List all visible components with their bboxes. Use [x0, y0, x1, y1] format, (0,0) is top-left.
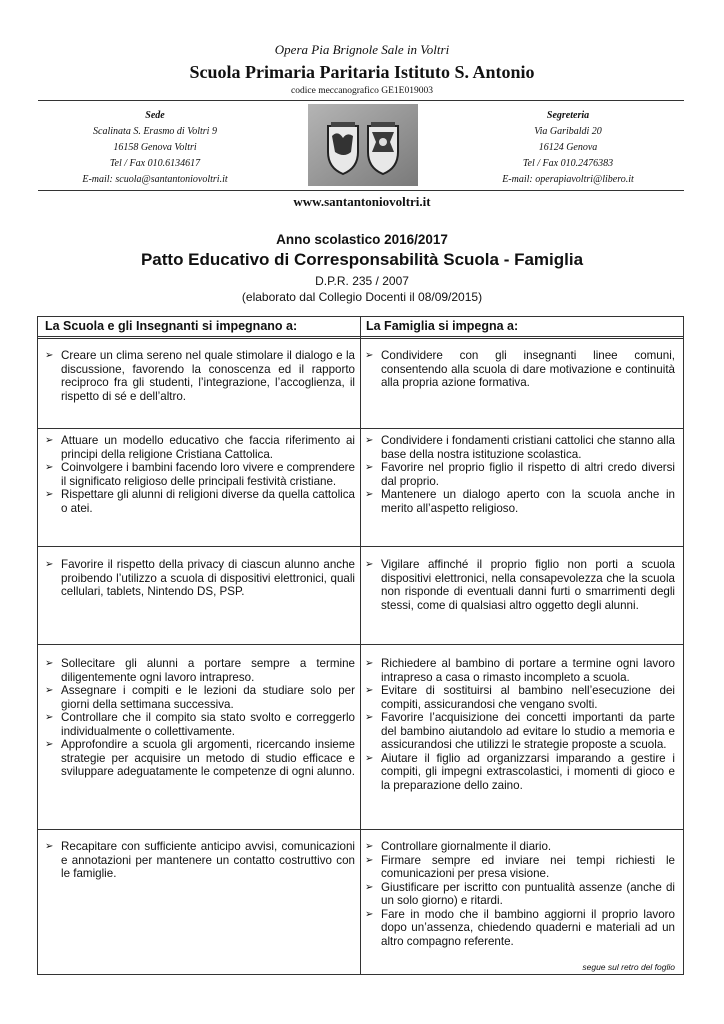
arrow-bullet-icon: ➢: [365, 841, 374, 852]
list-item: ➢ Approfondire a scuola gli argomenti, ricercando insieme strategie per acquisire un metodo di studio efficace e sviluppare adeguatamente le competenze di ogni alunno.: [45, 738, 355, 778]
decree-reference: D.P.R. 235 / 2007: [315, 274, 409, 288]
list-item: ➢ Controllare che il compito sia stato svolto e correggerlo individualmente o collettivamente.: [45, 711, 355, 738]
list-item: ➢ Fare in modo che il bambino aggiorni il proprio lavoro dopo un’assenza, chiedendo quaderni e materiali ad un altro compagno referente.: [365, 907, 675, 948]
row-divider: [38, 644, 683, 645]
family-column-header: La Famiglia si impegna a:: [366, 319, 519, 333]
segreteria-title: Segreteria: [546, 110, 590, 121]
sede-line: 16158 Genova Voltri: [113, 142, 197, 153]
header-divider-bottom: [38, 190, 684, 191]
school-code: codice meccanografico GE1E019003: [291, 86, 433, 96]
family-commitments-row-3: [365, 558, 675, 612]
elaboration-note: (elaborato dal Collegio Docenti il 08/09/2015): [241, 290, 483, 304]
arrow-bullet-icon: ➢: [45, 841, 54, 852]
school-commitments-row-2: [45, 434, 355, 515]
list-item: ➢ Favorire l’acquisizione dei concetti importanti da parte del bambino aiutandolo ad evitare lo studio a memoria e assicurandosi che utilizzi le strategie proposte a scuola.: [365, 711, 675, 751]
organization-name: Opera Pia Brignole Sale in Voltri: [274, 42, 450, 57]
family-commitments-row-5: [365, 840, 675, 948]
segreteria-address-block: [468, 108, 668, 188]
school-name: Scuola Primaria Paritaria Istituto S. Antonio: [189, 62, 535, 82]
list-item: ➢ Condividere con gli insegnanti linee comuni, consentendo alla scuola di dare motivazione e continuità alla propria azione formativa.: [365, 349, 675, 389]
column-divider: [360, 317, 361, 974]
coat-of-arms-logo: [308, 104, 418, 186]
pact-table: [37, 316, 684, 975]
list-item: ➢ Evitare di sostituirsi al bambino nell’esecuzione dei compiti, assicurandosi che vengano svolti.: [365, 684, 675, 711]
list-item: ➢ Favorire il rispetto della privacy di ciascun alunno anche proibendo l’utilizzo a scuola di dispositivi elettronici, quali cellulari, tablets, Nintendo DS, PSP.: [45, 558, 355, 598]
document-title: Patto Educativo di Corresponsabilità Scuola - Famiglia: [140, 250, 584, 269]
school-commitments-row-3: [45, 558, 355, 599]
school-commitments-row-1: [45, 349, 355, 403]
list-item: ➢ Richiedere al bambino di portare a termine ogni lavoro intrapreso a casa o rimasto incompleto a scuola.: [365, 657, 675, 684]
segreteria-line: Tel / Fax 010.2476383: [522, 158, 614, 169]
list-item: ➢ Creare un clima sereno nel quale stimolare il dialogo e la discussione, favorendo la conoscenza ed il rapporto reciproco fra gli studenti, l’integrazione, l’accoglienza, il rispetto di sé e dell’altro.: [45, 349, 355, 403]
arrow-bullet-icon: ➢: [365, 854, 374, 866]
arrow-bullet-icon: ➢: [365, 559, 374, 570]
arrow-bullet-icon: ➢: [365, 658, 374, 669]
header-divider-top: [38, 100, 684, 101]
sede-title: Sede: [145, 110, 165, 121]
continued-on-back-note: segue sul retro del foglio: [582, 962, 675, 972]
row-divider: [38, 546, 683, 547]
list-item: ➢ Condividere i fondamenti cristiani cattolici che stanno alla base della nostra istituzione scolastica.: [365, 434, 675, 461]
school-commitments-row-5: [45, 840, 355, 881]
list-item: ➢ Coinvolgere i bambini facendo loro vivere e comprendere il significato religioso delle principali festività cristiane.: [45, 461, 355, 488]
arrow-bullet-icon: ➢: [45, 685, 54, 696]
arrow-bullet-icon: ➢: [45, 350, 54, 361]
arrow-bullet-icon: ➢: [45, 712, 54, 723]
list-item: ➢ Controllare giornalmente il diario.: [365, 840, 552, 853]
sede-email: E-mail: scuola@santantoniovoltri.it: [82, 174, 228, 185]
arrow-bullet-icon: ➢: [365, 685, 374, 696]
list-item: ➢ Aiutare il figlio ad organizzarsi imparando a gestire i compiti, gli impegni extrascolastici, i momenti di gioco e la preparazione dello zaino.: [365, 751, 675, 792]
school-column-header: La Scuola e gli Insegnanti si impegnano a:: [45, 319, 298, 333]
list-item: ➢ Giustificare per iscritto con puntualità assenze (anche di un solo giorno) e ritardi.: [365, 880, 675, 907]
arrow-bullet-icon: ➢: [45, 489, 54, 500]
row-divider: [38, 829, 683, 830]
list-item: ➢ Assegnare i compiti e le lezioni da studiare solo per giorni della settimana successiva.: [45, 684, 355, 711]
arrow-bullet-icon: ➢: [365, 752, 374, 764]
header-row-divider: [38, 336, 683, 337]
arrow-bullet-icon: ➢: [365, 435, 374, 446]
list-item: ➢ Recapitare con sufficiente anticipo avvisi, comunicazioni e annotazioni per mantenere un contatto costruttivo con le famiglie.: [45, 840, 355, 880]
sede-line: Scalinata S. Erasmo di Voltri 9: [93, 126, 217, 137]
row-divider: [38, 428, 683, 429]
list-item: ➢ Vigilare affinché il proprio figlio non porti a scuola dispositivi elettronici, nella consapevolezza che la scuola non risponde di eventuali danni furti o smarrimenti degli stessi, come di qualsiasi altro oggetto degli alunni.: [365, 558, 675, 612]
list-item: ➢ Firmare sempre ed inviare nei tempi richiesti le comunicazioni per presa visione.: [365, 853, 675, 880]
sede-line: Tel / Fax 010.6134617: [109, 158, 201, 169]
arrow-bullet-icon: ➢: [365, 712, 374, 723]
list-item: ➢ Attuare un modello educativo che faccia riferimento ai principi della religione Cristiana Cattolica.: [45, 434, 355, 461]
family-commitments-row-4: [365, 657, 675, 792]
list-item: ➢ Rispettare gli alunni di religioni diverse da quella cattolica o atei.: [45, 488, 355, 515]
family-commitments-row-2: [365, 434, 675, 515]
arrow-bullet-icon: ➢: [365, 908, 374, 920]
arrow-bullet-icon: ➢: [45, 462, 54, 473]
header-row-divider: [38, 338, 683, 339]
family-commitments-row-1: [365, 349, 675, 390]
segreteria-line: Via Garibaldi 20: [534, 126, 602, 137]
arrow-bullet-icon: ➢: [365, 881, 374, 893]
list-item: ➢ Sollecitare gli alunni a portare sempre a termine diligentemente ogni lavoro intrapreso.: [45, 657, 355, 684]
segreteria-email: E-mail: operapiavoltri@libero.it: [502, 174, 634, 185]
sede-address-block: [55, 108, 255, 188]
arrow-bullet-icon: ➢: [365, 350, 374, 361]
arrow-bullet-icon: ➢: [365, 489, 374, 500]
arrow-bullet-icon: ➢: [365, 462, 374, 473]
segreteria-line: 16124 Genova: [538, 142, 598, 153]
arrow-bullet-icon: ➢: [45, 435, 54, 446]
school-commitments-row-4: [45, 657, 355, 779]
arrow-bullet-icon: ➢: [45, 658, 54, 669]
arrow-bullet-icon: ➢: [45, 559, 54, 570]
list-item: ➢ Mantenere un dialogo aperto con la scuola anche in merito all’aspetto religioso.: [365, 488, 675, 515]
arrow-bullet-icon: ➢: [45, 739, 54, 750]
list-item: ➢ Favorire nel proprio figlio il rispetto di altri credo diversi dal proprio.: [365, 461, 675, 488]
website-link[interactable]: www.santantoniovoltri.it: [293, 194, 431, 209]
school-year: Anno scolastico 2016/2017: [276, 232, 448, 247]
